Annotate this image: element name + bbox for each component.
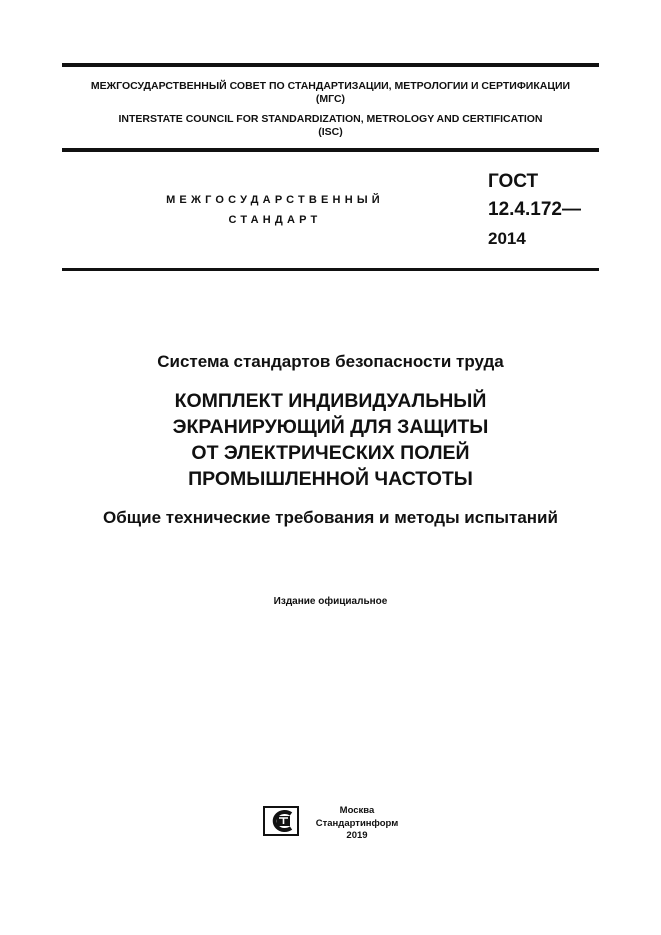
header-rule <box>62 148 599 152</box>
council-name-ru <box>62 80 599 106</box>
council-name-en-line1: INTERSTATE COUNCIL FOR STANDARDIZATION, METROLOGY AND CERTIFICATION <box>118 113 543 125</box>
title-line: ОТ ЭЛЕКТРИЧЕСКИХ ПОЛЕЙ <box>191 442 470 464</box>
standard-kind <box>130 190 420 230</box>
document-title <box>0 388 661 492</box>
top-rule <box>62 63 599 67</box>
standards-system: Система стандартов безопасности труда <box>157 352 504 371</box>
document-subtitle: Общие технические требования и методы испытаний <box>103 508 558 527</box>
publisher-city: Москва <box>339 805 375 816</box>
gost-prefix: ГОСТ <box>488 171 539 192</box>
title-line: ЭКРАНИРУЮЩИЙ ДЛЯ ЗАЩИТЫ <box>172 416 489 438</box>
standard-kind-line1: МЕЖГОСУДАРСТВЕННЫЙ <box>166 194 384 206</box>
title-line: ПРОМЫШЛЕННОЙ ЧАСТОТЫ <box>188 468 473 490</box>
standard-kind-line2: СТАНДАРТ <box>228 214 322 226</box>
edition-note: Издание официальное <box>273 596 388 607</box>
publisher-block <box>302 805 412 843</box>
title-line: КОМПЛЕКТ ИНДИВИДУАЛЬНЫЙ <box>174 390 487 412</box>
gost-number: 12.4.172— <box>488 199 581 220</box>
gost-year: 2014 <box>488 229 526 248</box>
standartinform-logo-icon <box>263 806 299 836</box>
council-abbr-ru: (МГС) <box>315 93 346 105</box>
council-abbr-en: (ISC) <box>318 126 343 138</box>
designation-rule <box>62 268 599 271</box>
publisher-name: Стандартинформ <box>315 817 399 829</box>
council-name-ru-line1: МЕЖГОСУДАРСТВЕННЫЙ СОВЕТ ПО СТАНДАРТИЗАЦИИ, МЕТРОЛОГИИ И СЕРТИФИКАЦИИ <box>90 80 571 92</box>
publication-year: 2019 <box>346 830 368 841</box>
council-name-en <box>62 113 599 139</box>
